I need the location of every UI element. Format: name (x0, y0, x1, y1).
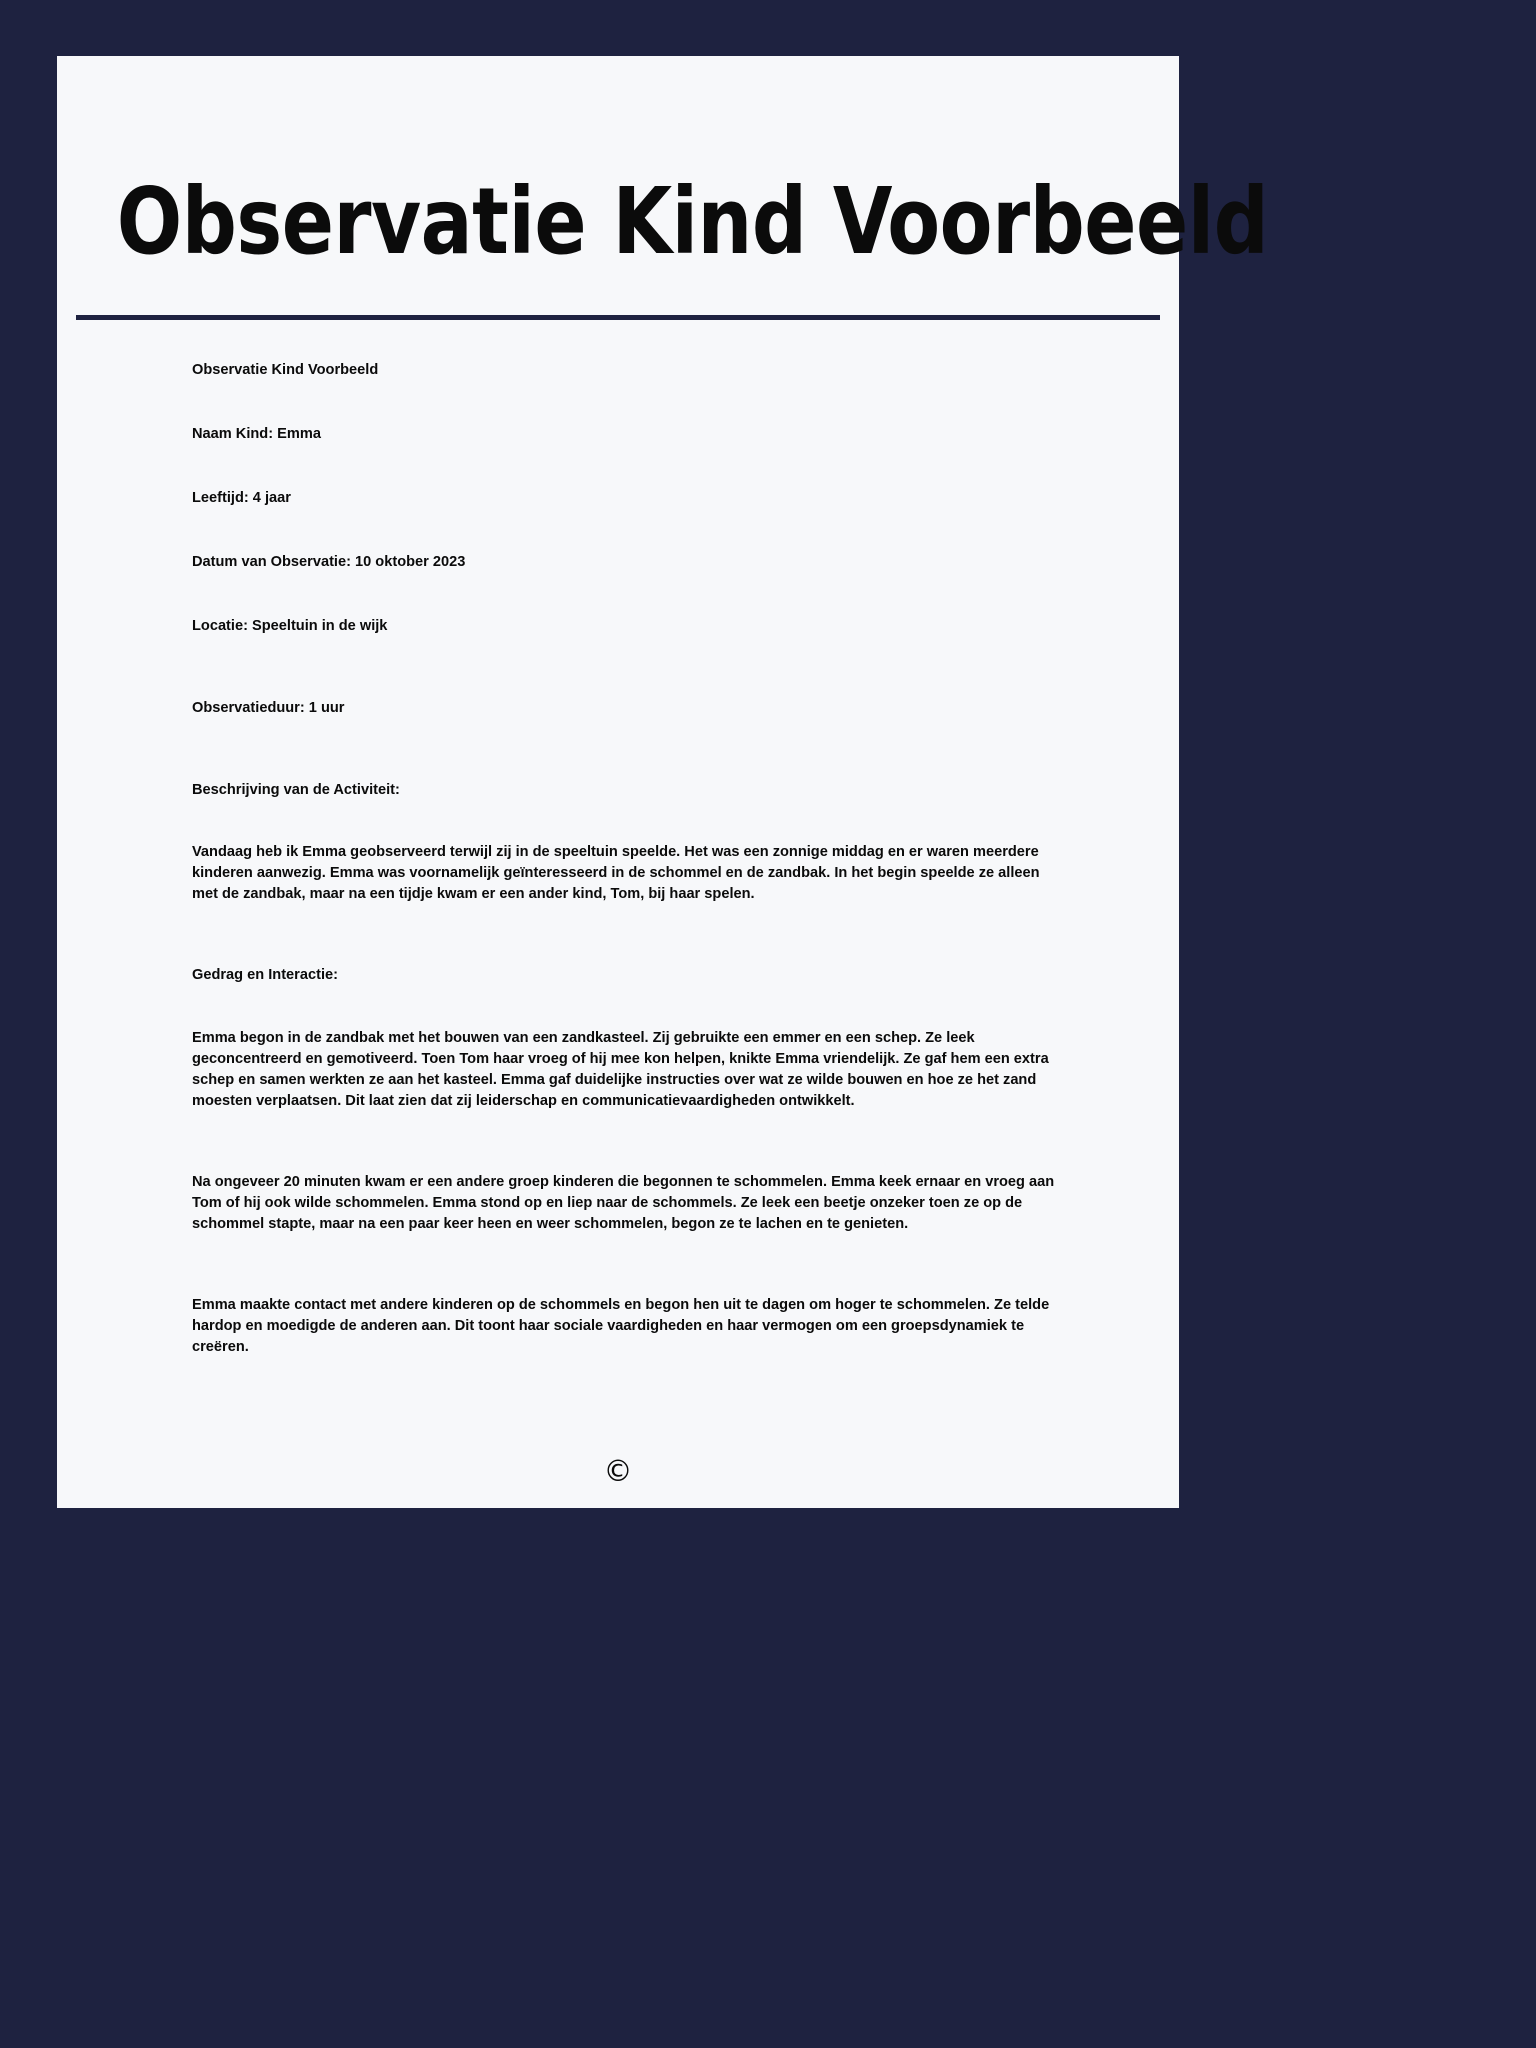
document-body (57, 360, 1179, 1359)
paragraph-gedrag-1: Emma begon in de zandbak met het bouwen van een zandkasteel. Zij gebruikte een emmer en een schep. Ze leek geconcentreerd en gemotiveerd. Toen Tom haar vroeg of hij mee kon helpen, knikte Emma vriendelijk. Ze gaf hem een extra schep en samen werkten ze aan het kasteel. Emma gaf duidelijke instructies over wat ze wilde bouwen en hoe ze het zand moesten verplaatsen. Dit laat zien dat zij leiderschap en communicatievaardigheden ontwikkelt. (192, 1030, 1049, 1110)
paragraph-gedrag-2: Na ongeveer 20 minuten kwam er een andere groep kinderen die begonnen te schommelen. Emma keek ernaar en vroeg aan Tom of hij ook wilde schommelen. Emma stond op en liep naar de schommels. Ze leek een beetje onzeker toen ze op de schommel stapte, maar na een paar keer heen en weer schommelen, begon ze te lachen en te genieten. (192, 1174, 1055, 1233)
meta-datum-observatie: Datum van Observatie: 10 oktober 2023 (192, 553, 466, 570)
title-divider (76, 315, 1160, 320)
meta-leeftijd: Leeftijd: 4 jaar (192, 489, 291, 506)
paragraph-gedrag-3: Emma maakte contact met andere kinderen op de schommels en begon hen uit te dagen om hoger te schommelen. Ze telde hardop en moedigde de anderen aan. Dit toont haar sociale vaardigheden en haar vermogen om een groepsdynamiek te creëren. (192, 1297, 1050, 1356)
copyright-icon: © (603, 1454, 633, 1488)
meta-locatie: Locatie: Speeltuin in de wijk (192, 618, 388, 635)
meta-observatieduur: Observatieduur: 1 uur (192, 700, 345, 717)
paragraph-beschrijving: Vandaag heb ik Emma geobserveerd terwijl zij in de speeltuin speelde. Het was een zonnige middag en er waren meerdere kinderen aanwezig. Emma was voornamelijk geïnteresseerd in de schommel en de zandbak. In het begin speelde ze alleen met de zandbak, maar na een tijdje kwam er een ander kind, Tom, bij haar spelen. (192, 844, 1040, 903)
section-heading-beschrijving: Beschrijving van de Activiteit: (192, 782, 400, 799)
page-title: Observatie Kind Voorbeeld (116, 168, 1269, 275)
document-sheet (57, 56, 1269, 1508)
document-title-container (57, 168, 1269, 275)
meta-naam-kind: Naam Kind: Emma (192, 425, 321, 442)
document-heading: Observatie Kind Voorbeeld (192, 361, 379, 378)
section-heading-gedrag: Gedrag en Interactie: (192, 967, 338, 984)
